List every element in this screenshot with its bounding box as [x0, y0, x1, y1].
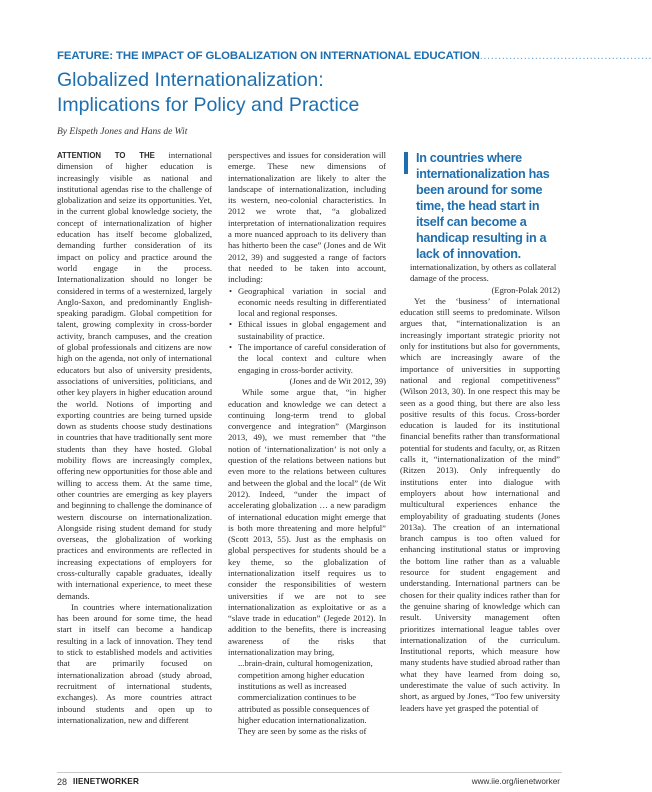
citation: (Egron-Polak 2012) [491, 284, 560, 295]
footer-url[interactable]: www.iie.org/iienetworker [471, 777, 560, 786]
publication-logo: IIENETWORKER [73, 777, 140, 786]
pull-quote [404, 150, 560, 261]
paragraph-text: international dimension of higher education is increasingly visible as national and institutional agendas rise to the challenge of globalization and seize its opportunities. Yet, in the current global knowledge society, the concept of internationalization of higher education has itself become globalized, demanding further consideration of its impact on policy and practice around the world engage in the process. Internationalization should no longer be considered in terms of a westernized, largely Anglo-Saxon, and predominantly English-speaking paradigm. Global competition for talent, growing complexity in cross-border activity, branch campuses, and the creation of global professionals and citizens are now high on the agenda, not only of international educators but also of university presidents, associations of universities, politicians, and other key players in higher education around the world. Notions of importing and exporting countries are being turned upside down as students choose study destinations in countries that have traditionally sent more students than they have hosted. Global mobility flows are increasingly complex, offering new opportunities for those able and willing to access them. At the same time, other countries are emerging as key players and beginning to challenge the dominance of western discourse on internationalization. Alongside rising student demand for study overseas, the globalization of working practices and environments are reflected in increasing expectations of employers for cross-culturally capable graduates, ideally with international experience, to meet these demands. [57, 150, 212, 601]
pull-quote-bar [404, 152, 408, 174]
lead-in: ATTENTION TO THE [57, 151, 155, 160]
footer-divider [57, 772, 562, 773]
paragraph: Yet the ‘business’ of international education still seems to predominate. Wilson argues that, “internationalization is an increasingly important strategic priority not only for institutions but also for governments, which are increasingly aware of the importance of universities in supporting national and regional competitiveness” (Wilson 2013, 30). In one respect this may be seen as a good thing, but there are also less positive results of this focus. Cross-border education is lauded for its institutional financial benefits rather than transformational potential for students and faculty, or, as Ritzen calls it, “internationalization of the mind” (Ritzen 2013). Only infrequently do institutions enter into dialogue with employers about how international and multicultural experiences enhance the employability of graduating students (Jones 2013a). The creation of an international branch campus is too often valued for enhancing institutional status or improving the bottom line rather than as a valuable resource for student engagement and understanding. International partners can be chosen for their quality indices rather than for the genuine sharing of knowledge which can result. University management often prioritizes international league tables over internationalization of the curriculum. Institutional reports, which measure how many students have studied abroad rather than what they have learned from doing so, underestimate the value of such activity. In short, as argued by Jones, “Too few university leaders have yet grasped the potential of [400, 295, 560, 713]
page-number: 28 [57, 777, 68, 787]
list-item: • The importance of careful consideration of the local context and culture when engaging in cross-border activity. [238, 342, 386, 376]
article-title [57, 68, 477, 118]
dotted-rule: ............................................... [479, 50, 652, 62]
column-2 [228, 150, 386, 737]
block-quote: internationalization, by others as collateral damage of the process. [410, 262, 557, 284]
list-item: • Geographical variation in social and economic needs resulting in differentiated local and regional responses. [238, 286, 386, 320]
block-quote: ...brain-drain, cultural homogenization, competition among higher education institutions as well as increased commercialization continues to be attributed as possible consequences of higher education internationalization. They are seen by some as the risks of [238, 658, 373, 737]
pull-quote-text: In countries where internationalization has been around for some time, the head start in itself can become a handicap resulting in a lack of innovation. [416, 151, 550, 261]
bullet-list [228, 286, 386, 376]
column-1 [57, 150, 212, 726]
paragraph: In countries where internationalization has been around for some time, the head start in itself can become a handicap resulting in a lack of innovation. They tend to stick to established models and activities that are primarily focused on internationalization abroad (study abroad, recruitment of international students, exchanges). As more countries attract inbound students and open up to internationalization, new and different [57, 601, 212, 725]
column-3 [400, 262, 560, 714]
byline: By Elspeth Jones and Hans de Wit [57, 127, 188, 137]
feature-kicker [57, 50, 652, 64]
citation: (Jones and de Wit 2012, 39) [289, 375, 386, 386]
title-line-1: Globalized Internationalization: [57, 69, 324, 91]
paragraph [57, 150, 212, 602]
paragraph: perspectives and issues for consideration will emerge. These new dimensions of internationalization are likely to alter the landscape of internationalization, including its western, neo-colonial characteristics. In 2012 we wrote that, “a globalized interpretation of internationalization requires a more nuanced approach to its delivery than has hitherto been the case” (Jones and de Wit 2012, 39) and suggested a range of factors that needed to be taken into account, including: [228, 150, 386, 285]
feature-label: FEATURE: THE IMPACT OF GLOBALIZATION ON INTERNATIONAL EDUCATION [57, 50, 480, 62]
list-item: • Ethical issues in global engagement and sustainability of practice. [238, 319, 386, 342]
title-line-2: Implications for Policy and Practice [57, 94, 360, 116]
paragraph: While some argue that, “in higher education and knowledge we can detect a continuing long-term trend to global convergence and integration” (Marginson 2013, 49), we must remember that “the notion of ‘internationalization’ is not only a question of the relations between nations but even more to the relations between cultures and between the global and the local” (de Wit 2012). Indeed, “under the impact of accelerating globalization … a new paradigm of international education might emerge that is both more threatening and more helpful” (Scott 2013, 55). Just as the emphasis on global perspectives for students should be a key theme, so the globalization of internationalization itself requires us to consider the responsibilities of western universities if we are not to see internationalization as exploitative or as a “slave trade in education” (Jegede 2012). In addition to the benefits, there is increasing awareness of the risks that internationalization may bring, [228, 387, 386, 658]
